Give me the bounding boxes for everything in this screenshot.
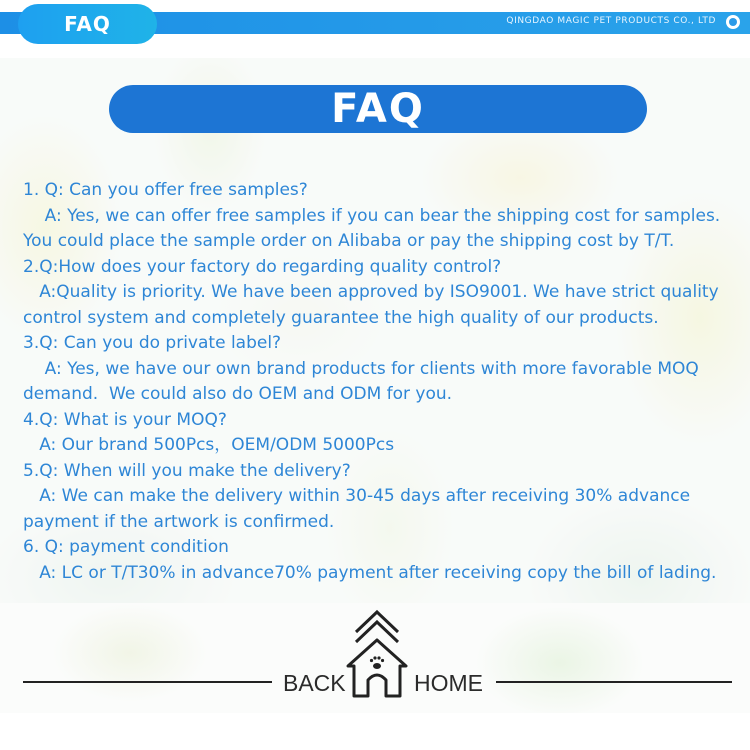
faq-line: A: Our brand 500Pcs，OEM/ODM 5000Pcs [23,435,395,455]
faq-line: 1. Q: Can you offer free samples? [23,180,308,200]
faq-banner [109,85,647,133]
home-link[interactable]: HOME [414,670,483,696]
footer-divider-left [23,681,272,683]
faq-line: A: Yes, we have our own brand products for clients with more favorable MOQ [23,358,699,379]
faq-line: You could place the sample order on Alibaba or pay the shipping cost by T/T. [23,231,675,251]
faq-line: A: We can make the delivery within 30-45 days after receiving 30% advance [23,486,691,506]
faq-line: A:Quality is priority. We have been approved by ISO9001. We have strict quality [23,282,719,302]
faq-banner-title: FAQ [331,86,425,132]
faq-line: 3.Q: Can you do private label? [23,333,282,353]
faq-line: payment if the artwork is confirmed. [23,511,335,532]
faq-content [23,178,738,586]
faq-line: 5.Q: When will you make the delivery? [23,460,351,481]
faq-line: control system and completely guarantee the high quality of our products. [23,307,659,328]
faq-line: 6. Q: payment condition [23,537,229,557]
faq-line: 4.Q: What is your MOQ? [23,409,227,430]
faq-line: A: Yes, we can offer free samples if you can bear the shipping cost for samples. [23,205,721,226]
house-with-paw-icon[interactable] [340,606,414,698]
faq-line: 2.Q:How does your factory do regarding quality control? [23,256,502,277]
header-dot-icon [726,15,740,29]
back-link[interactable]: BACK [283,670,346,696]
header-faq-tab[interactable] [18,4,157,44]
faq-line: demand. We could also do OEM and ODM for you. [23,384,453,404]
header-faq-label: FAQ [64,12,111,36]
footer-divider-right [496,681,732,683]
company-name: QINGDAO MAGIC PET PRODUCTS CO., LTD [506,16,716,26]
faq-line: A: LC or T/T30% in advance70% payment after receiving copy the bill of lading. [23,562,717,583]
